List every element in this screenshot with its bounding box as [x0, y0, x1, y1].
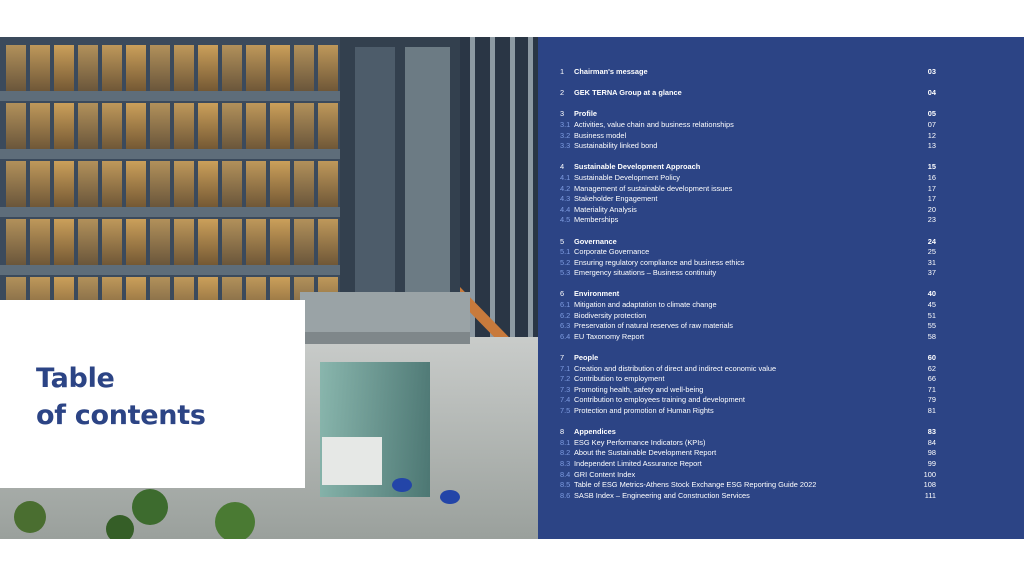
table-of-contents: [560, 67, 936, 512]
section-title: Sustainable Development Approach: [574, 162, 701, 172]
entry-page: 58: [927, 331, 936, 341]
entry-title: About the Sustainable Development Report: [574, 448, 717, 458]
section-page: 03: [927, 67, 936, 76]
section-number: 5: [560, 236, 565, 246]
toc-entry[interactable]: [560, 247, 936, 258]
entry-title: Mitigation and adaptation to climate change: [574, 300, 717, 310]
toc-entry[interactable]: [560, 480, 936, 491]
entry-page: 23: [927, 215, 936, 225]
entry-page: 79: [927, 395, 936, 405]
title-card: [0, 300, 305, 488]
entry-page: 20: [927, 204, 936, 214]
section-title: People: [574, 353, 599, 363]
section-page: 04: [927, 88, 936, 98]
entry-number: 8.1: [560, 437, 571, 447]
toc-entry[interactable]: [560, 311, 936, 322]
toc-entry[interactable]: [560, 374, 936, 385]
entry-number: 4.3: [560, 194, 571, 204]
entry-title: Materiality Analysis: [574, 204, 637, 214]
entry-title: Independent Limited Assurance Report: [574, 458, 702, 468]
entry-title: Business model: [574, 130, 627, 140]
toc-entry[interactable]: [560, 448, 936, 459]
section-number: 4: [560, 162, 565, 172]
toc-section-heading[interactable]: [560, 289, 936, 300]
toc-section-heading[interactable]: [560, 237, 936, 248]
entry-page: 62: [927, 363, 936, 373]
entry-page: 108: [923, 480, 936, 490]
entry-title: Creation and distribution of direct and indirect economic value: [574, 363, 777, 373]
toc-entry[interactable]: [560, 300, 936, 311]
section-page: 40: [927, 289, 936, 299]
title-line-2: of contents: [36, 400, 206, 431]
toc-entry[interactable]: [560, 120, 936, 131]
entry-page: 51: [927, 310, 936, 320]
entry-page: 31: [927, 257, 936, 267]
toc-entry[interactable]: [560, 268, 936, 279]
section-number: 3: [560, 109, 565, 119]
toc-entry[interactable]: [560, 406, 936, 417]
toc-entry[interactable]: [560, 491, 936, 502]
entry-number: 4.5: [560, 215, 571, 225]
entry-number: 7.3: [560, 384, 571, 394]
toc-section: [560, 237, 936, 279]
section-title: Environment: [574, 289, 620, 299]
toc-entry[interactable]: [560, 258, 936, 269]
toc-entry[interactable]: [560, 141, 936, 152]
section-number: 7: [560, 353, 565, 363]
entry-page: 71: [927, 384, 936, 394]
section-title: Profile: [574, 109, 597, 119]
entry-number: 7.2: [560, 374, 571, 384]
page-title: [36, 360, 206, 434]
toc-section: [560, 162, 936, 226]
section-page: 15: [927, 162, 936, 172]
entry-number: 3.2: [560, 130, 571, 140]
toc-entry[interactable]: [560, 194, 936, 205]
entry-page: 84: [927, 437, 936, 447]
toc-entry[interactable]: [560, 205, 936, 216]
entry-page: 37: [927, 268, 936, 278]
section-number: 8: [560, 427, 565, 437]
entry-title: GRI Content Index: [574, 469, 636, 479]
entry-page: 17: [927, 183, 936, 193]
entry-page: 99: [927, 458, 936, 468]
entry-title: Sustainability linked bond: [574, 141, 658, 151]
toc-entry[interactable]: [560, 131, 936, 142]
toc-entry[interactable]: [560, 470, 936, 481]
entry-page: 07: [927, 119, 936, 129]
entry-title: EU Taxonomy Report: [574, 331, 645, 341]
section-title: Chairman's message: [574, 67, 648, 76]
toc-entry[interactable]: [560, 321, 936, 332]
entry-number: 8.3: [560, 458, 571, 468]
section-number: 2: [560, 88, 565, 98]
toc-section: [560, 88, 936, 99]
entry-number: 3.1: [560, 119, 571, 129]
entry-number: 6.2: [560, 310, 571, 320]
toc-entry[interactable]: [560, 438, 936, 449]
entry-title: Corporate Governance: [574, 247, 650, 257]
entry-title: Ensuring regulatory compliance and business ethics: [574, 257, 745, 267]
section-title: Appendices: [574, 427, 616, 437]
entry-page: 66: [927, 374, 936, 384]
entry-number: 6.1: [560, 300, 571, 310]
entry-page: 12: [927, 130, 936, 140]
entry-title: Protection and promotion of Human Rights: [574, 406, 714, 415]
entry-page: 55: [927, 321, 936, 331]
toc-section: [560, 427, 936, 501]
entry-number: 8.4: [560, 469, 571, 479]
toc-section-heading[interactable]: [560, 88, 936, 99]
toc-entry[interactable]: [560, 184, 936, 195]
entry-title: Preservation of natural reserves of raw materials: [574, 321, 733, 331]
entry-number: 8.6: [560, 490, 571, 500]
entry-number: 7.1: [560, 363, 571, 373]
toc-section: [560, 353, 936, 417]
toc-section-heading[interactable]: [560, 162, 936, 173]
entry-page: 111: [924, 490, 936, 500]
section-title: GEK TERNA Group at a glance: [574, 88, 682, 98]
entry-number: 8.2: [560, 448, 571, 458]
entry-title: SASB Index – Engineering and Construction Services: [574, 490, 750, 500]
toc-section-heading[interactable]: [560, 353, 936, 364]
section-title: Governance: [574, 236, 617, 246]
entry-number: 4.4: [560, 204, 571, 214]
section-number: 6: [560, 289, 565, 299]
entry-page: 16: [927, 172, 936, 182]
entry-number: 5.2: [560, 257, 571, 267]
toc-section-heading[interactable]: [560, 427, 936, 438]
toc-entry[interactable]: [560, 173, 936, 184]
entry-title: Promoting health, safety and well-being: [574, 384, 704, 394]
entry-number: 6.4: [560, 331, 571, 341]
entry-page: 45: [927, 300, 936, 310]
entry-number: 4.1: [560, 172, 571, 182]
title-line-1: Table: [36, 363, 115, 394]
entry-number: 5.3: [560, 268, 571, 278]
toc-section: [560, 109, 936, 151]
section-page: 83: [927, 427, 936, 437]
toc-section: [560, 67, 936, 78]
entry-title: ESG Key Performance Indicators (KPIs): [574, 437, 706, 447]
toc-section-heading[interactable]: [560, 67, 936, 78]
entry-page: 100: [923, 469, 936, 479]
entry-page: 98: [927, 448, 936, 458]
toc-entry[interactable]: [560, 395, 936, 406]
entry-title: Contribution to employment: [574, 374, 665, 384]
entry-title: Sustainable Development Policy: [574, 172, 680, 182]
section-number: 1: [560, 67, 565, 76]
toc-section: [560, 289, 936, 342]
entry-title: Emergency situations – Business continuity: [574, 268, 717, 278]
entry-page: 25: [927, 247, 936, 257]
entry-number: 7.5: [560, 406, 571, 415]
entry-title: Contribution to employees training and development: [574, 395, 745, 405]
section-page: 24: [927, 236, 936, 246]
entry-title: Memberships: [574, 215, 619, 225]
entry-page: 17: [927, 194, 936, 204]
toc-entry[interactable]: [560, 215, 936, 226]
entry-number: 7.4: [560, 395, 571, 405]
toc-section-heading[interactable]: [560, 109, 936, 120]
entry-number: 4.2: [560, 183, 571, 193]
entry-number: 5.1: [560, 247, 571, 257]
toc-entry[interactable]: [560, 459, 936, 470]
entry-title: Activities, value chain and business relationships: [574, 119, 734, 129]
toc-entry[interactable]: [560, 385, 936, 396]
entry-number: 3.3: [560, 141, 571, 151]
entry-number: 6.3: [560, 321, 571, 331]
entry-title: Biodiversity protection: [574, 310, 647, 320]
toc-entry[interactable]: [560, 332, 936, 343]
entry-page: 13: [927, 141, 936, 151]
section-page: 60: [927, 353, 936, 363]
entry-title: Stakeholder Engagement: [574, 194, 658, 204]
entry-number: 8.5: [560, 480, 571, 490]
entry-title: Management of sustainable development issues: [574, 183, 733, 193]
section-page: 05: [927, 109, 936, 119]
entry-page: 81: [927, 406, 936, 415]
toc-entry[interactable]: [560, 364, 936, 375]
entry-title: Table of ESG Metrics-Athens Stock Exchange ESG Reporting Guide 2022: [574, 480, 817, 490]
